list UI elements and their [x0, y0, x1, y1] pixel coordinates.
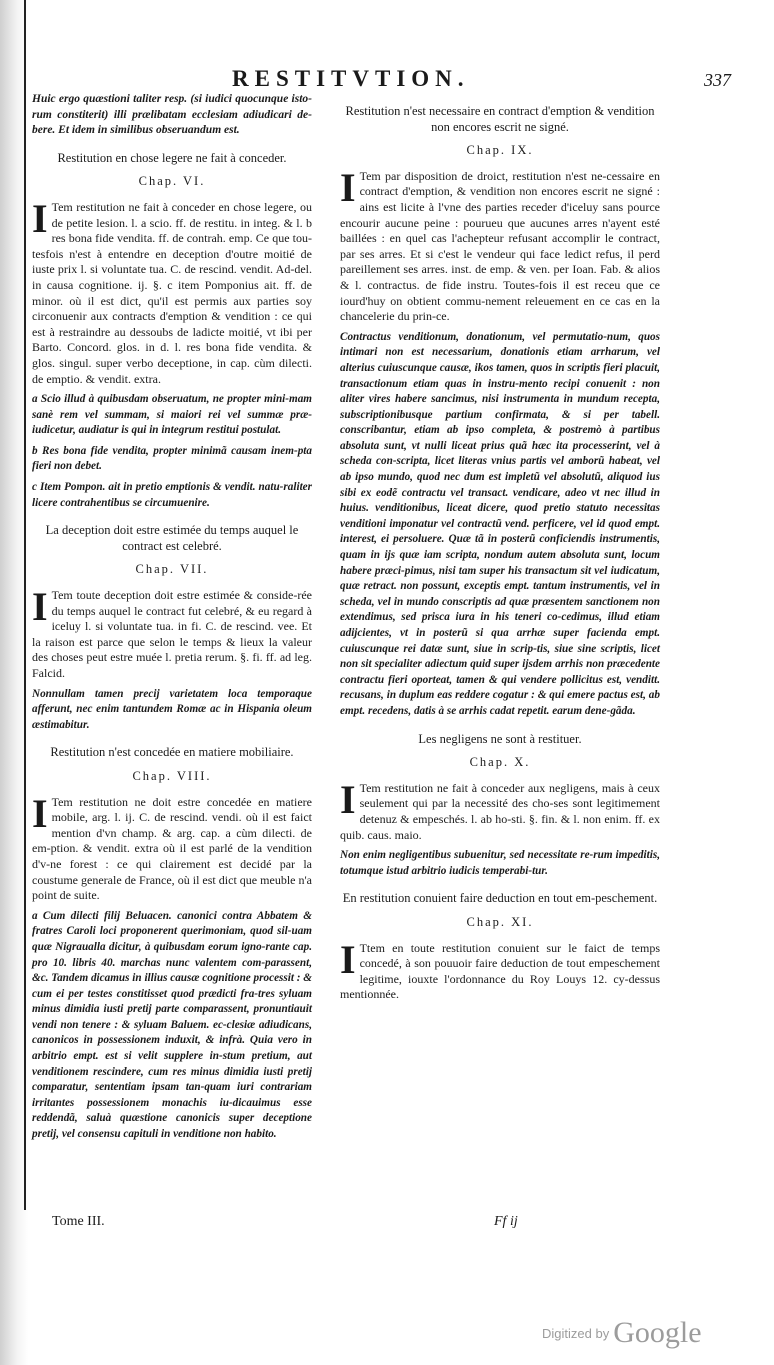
chapter-x-body: Tem restitution ne fait à conceder aux negligens, mais à ceux seulement qui par la necessité des cho-ses sont legitimement detenuz & empeschés. l. ab ho-sti. §. fin. & l. non enim. ff. ex quib. caus. maio. — [340, 780, 660, 842]
chapter-ix-latin: Contractus venditionum, donationum, vel permutatio-num, quos intimari non est necessarium, donationis etiam arrharum, vel alterius cuiuscunque causæ, ikos tamen, quos in scriptis fieri placuit, transactionum etiam quas in instru-mento recipi conuenit : non aliter vires habere sancimus, nisi instrumenta in mundum recepta, subscriptionibusque partium confirmata, & si per tabell. conscribantur, etiam ab ipso completa, & postremò à partibus absoluta sunt, vt nulli liceat prius quã hæc ita processerint, vel à scheda con-scripta, licet literas vnius partis vel amborũ habeat, vel ab ipso mundo, quod nec dum est impletũ vel absolutũ, aliquod ius sibi ex eodẽ contractu vel transact. vendicare, adeo vt nec illud in huius. venditionibus, liceat dicere, quod pretio statuto necessitas venditioni imponatur vel contractũ vend. perficere, vel id quod empt. interest, ei persoluere. Quæ tã in posterũ conficiendis instrumentis, quam in ijs quæ iam scripta, nondum autem absoluta sunt, locum habere præci-pimus, nisi tam super his transactum sit vel iudicatum, quæ retract. non possunt, exceptis empt. tantum instrumentis, vel in scheda, vel in mundo conscriptis ad quæ præsentem sanctionem non extendimus, sed prisca iura in his teneri co-cedimus, illud etiam adijcientes, vt in posterũ si qua arrhæ super facienda empt. cuiuscunque rei datæ sunt, siue in scrip-tis, siue sine scriptis, licet non sit specialiter adiectum quid super ijsdem arrhis non præcedente contractu fieri oporteat, tamen & qui vendere pollicitus est, venditt. recusans, in duplum eas reddere cogatur : & qui emere pactus est, ab empt. recedens, datis à se arrhis cadat repetit. earum dene-gãda. — [340, 330, 660, 717]
chapter-viii-paragraph — [32, 790, 312, 904]
page-footer — [0, 1214, 774, 1238]
dropcap-vii: I — [32, 584, 48, 630]
signature-mark: Ff ij — [494, 1214, 518, 1229]
dropcap-x: I — [340, 776, 356, 822]
rubric-x: Les negligens ne sont à restituer. — [418, 731, 582, 746]
chapter-vi-body: Tem restitution ne fait à conceder en chose legere, ou de petite lesion. l. a scio. ff. de restitu. in integ. & l. b res bona fide vendita. ff. de contrah. emp. Ce que tou-tesfois n'est à entendre en deception d'outre moitié de iuste prix l. si voluntate tua. C. de rescind. vendit. Ad-del. in causa cognitione. ij. §. c item Pomponius ait. ff. de minor. où il est dict, qu'il est permis aux parties soy circonuenir aux contracts d'emption & vendition : ce qui est à restraindre au dessoubs de ladicte moitié, vt ibi per Barto. Concord. glos. in d. l. res bona fide vendita. & glos. singul. super verbo deceptione, in cap. cùm dilecti. de emptio. & vendit. extra. — [32, 199, 312, 386]
rubric-ix: Restitution n'est necessaire en contract d'emption & vendition non encores escrit ne signé. — [345, 104, 655, 134]
chapter-vii-latin: Nonnullam tamen precij varietatem loca temporaque afferunt, nec enim tantundem Romæ ac in Hispania oleum æstimabitur. — [32, 687, 312, 731]
left-column — [32, 92, 312, 1148]
watermark-prefix: Digitized by — [542, 1326, 610, 1341]
rubric-xi: En restitution conuient faire deduction en tout em-peschement. — [342, 891, 658, 906]
dropcap-ix: I — [340, 164, 356, 210]
note-vi-a: a Scio illud à quibusdam obseruatum, ne propter mini-mam sanè rem vel summam, si maiori rei vel summæ præ-iudicetur, audiatur is qui in integrum restitui postulat. — [32, 393, 312, 437]
chapter-vi-heading: Chap. VI. — [138, 174, 206, 189]
chapter-x-heading: Chap. X. — [469, 755, 531, 770]
chapter-ix-paragraph — [340, 164, 660, 325]
chapter-viii-body: Tem restitution ne doit estre concedée en matiere mobile, arg. l. ij. C. de rescind. vendi. où il est faict mention d'vn champ. & arg. cap. a cùm dilecti. de em-ption. & vendit. extra où il est parlé de la vendition d'v-ne forest : ce qui clairement est decidé par la coustume generale de France, où il est dict que meuble n'a point de suite. — [32, 794, 312, 903]
note-vi-c: c Item Pompon. ait in pretio emptionis & vendit. natu-raliter licere contrahentibus se circumuenire. — [32, 481, 312, 509]
note-viii-a: a Cum dilecti filij Beluacen. canonici contra Abbatem & fratres Caroli loci proponerent querimoniam, quod sil-uam quæ Nigraualla dicitur, à quibusdam eorum igno-rante cap. pro 10. libris 40. marchas nunc valentem com-parassent, &c. Tandem dicamus in illius causæ cognitione processit : & cum ei per testes constitisset quod prædicti fra-tres syluam minus dimidia iusti pretij parte comparassent, pronuntiauit vendi non tenere : & syluam Baluem. ec-clesiæ adiudicans, canonicos in possessionem induxit, & infrà. Quia vero in arbitrio empt. est si velit supplere in-stum pretium, aut venditionem rescindere, cum res minus dimidia iusti pretij comparatur, sententiam ipsam tan-quam iuri contrariam irritantes possessionem monachis iu-dicauimus esse reddendã, saluà quæstione canonicis super deceptione pretij, vel consensu capituli in venditione non habito. — [32, 909, 312, 1141]
right-column — [340, 92, 660, 1008]
chapter-vii-paragraph — [32, 584, 312, 682]
chapter-xi-body: Ttem en toute restitution conuient sur le faict de temps concedé, à son pouuoir faire deduction de tout empeschement legitime, iouxte l'ordonnance du Roy Louys 12. cy-dessus mentionnée. — [340, 940, 660, 1002]
opening-latin: Huic ergo quæstioni taliter resp. (si iudici quocunque isto-rum constiterit) illi prælibatam ecclesiam adiudicari de-bere. Et idem in similibus obseruandum est. — [32, 93, 312, 137]
chapter-vii-heading: Chap. VII. — [135, 562, 209, 577]
chapter-vii-body: Tem toute deception doit estre estimée & conside-rée du temps auquel le contract fut celebré, & eu regard à iceluy l. si voluntate tua. in fi. C. de rescind. vee. Et la raison est parce que selon le temps & lieux la valeur des choses peut estre muée l. pretia rerum. §. fi. ff. ad leg. Falcid. — [32, 588, 312, 680]
rubric-viii: Restitution n'est concedée en matiere mobiliaire. — [50, 745, 294, 760]
page-number: 337 — [704, 70, 731, 90]
chapter-ix-body: Tem par disposition de droict, restitution n'est ne-cessaire en contract d'emption, & vendition non encores escrit ne signé : ains est licite à l'vne des parties receder d'iceluy sans pource encourir aucune peine : pourueu que aucunes arres n'ayent esté baillées : en quel cas l'achepteur refusant accomplir le contract, par ses arres. Et si c'est le vendeur qui face ledict refus, il perd pareillement ses arres. inst. de emp. & ven. per Ioan. Fab. & alios & l. contractus. de fide instru. Toutes-fois il est receu que ce iourd'huy on obtient commu-nement releuement en ce cas en la chancelerie du prin-ce. — [340, 168, 660, 324]
note-vi-b: b Res bona fide vendita, propter minimã causam inem-pta fieri non debet. — [32, 444, 312, 473]
dropcap-vi: I — [32, 195, 48, 241]
digitization-watermark — [542, 1316, 742, 1356]
google-logo: Google — [613, 1316, 702, 1349]
chapter-xi-paragraph — [340, 936, 660, 1003]
rubric-vii: La deception doit estre estimée du temps auquel le contract est celebré. — [45, 523, 299, 553]
chapter-x-latin: Non enim negligentibus subuenitur, sed necessitate re-rum impeditis, totumque istud arbitrio iudicis temperabi-tur. — [340, 849, 660, 877]
dropcap-xi: I — [340, 936, 356, 982]
page-header — [0, 66, 774, 94]
chapter-vi-paragraph — [32, 195, 312, 387]
rubric-vi: Restitution en chose legere ne fait à conceder. — [57, 150, 287, 165]
running-title: RESTITVTION. — [232, 66, 470, 91]
chapter-viii-heading: Chap. VIII. — [132, 768, 212, 783]
chapter-xi-heading: Chap. XI. — [466, 914, 534, 929]
dropcap-viii: I — [32, 790, 48, 836]
chapter-x-paragraph — [340, 776, 660, 843]
volume-label: Tome III. — [52, 1214, 105, 1229]
chapter-ix-heading: Chap. IX. — [466, 143, 534, 158]
gutter-rule — [24, 0, 26, 1210]
